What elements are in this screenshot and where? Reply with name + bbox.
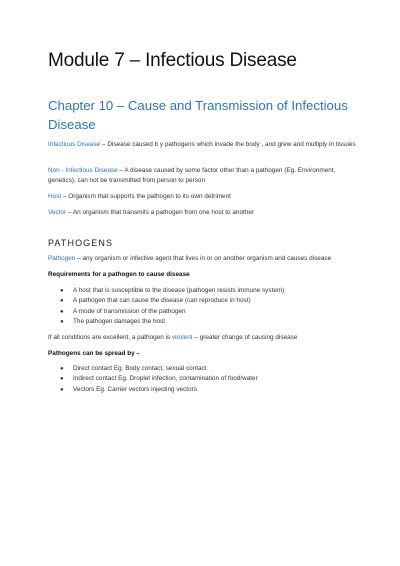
definition-vector <box>48 208 360 218</box>
definition-host <box>48 192 360 202</box>
bullet-icon: ● <box>60 298 64 305</box>
definition-text: – Organism that supports the pathogen to its own detriment <box>61 193 231 200</box>
list-item <box>60 286 284 296</box>
list-item <box>60 307 284 317</box>
definition-pathogen <box>48 254 360 264</box>
list-item <box>60 364 258 374</box>
bullet-icon: ● <box>60 386 64 393</box>
list-item <box>60 296 284 306</box>
spread-heading: Pathogens can be spread by – <box>48 350 140 357</box>
virulent-term: virulent <box>171 334 193 341</box>
definition-text: – An organism that transmits a pathogen from one host to another <box>66 209 255 216</box>
bullet-icon: ● <box>60 318 64 325</box>
bullet-icon: ● <box>60 366 64 372</box>
spread-list <box>60 364 258 395</box>
requirements-list <box>60 286 284 327</box>
bullet-icon: ● <box>60 308 64 315</box>
list-item-text: A host that is susceptible to the disease (pathogen resists immune system) <box>73 287 285 294</box>
list-item-text: Vectors Eg. Carrier vectors injecting vectors <box>73 385 197 393</box>
definition-term: Host <box>48 193 62 200</box>
list-item <box>60 385 258 395</box>
module-title: Module 7 – Infectious Disease <box>48 50 297 71</box>
list-item-text: Indirect contact Eg. Droplet infection, contamination of food/water <box>73 375 258 383</box>
bullet-icon: ● <box>60 288 64 294</box>
definition-term: Pathogen <box>48 255 76 262</box>
definition-term: Vector <box>48 209 67 216</box>
definition-non-infectious-disease <box>48 166 360 185</box>
list-item-text: The pathogen damages the host <box>73 317 166 325</box>
virulent-text-after: – greater change of causing disease <box>192 334 298 341</box>
section-heading-pathogens: PATHOGENS <box>48 238 114 248</box>
list-item-text: A mode of transmission of the pathogen <box>73 307 186 315</box>
list-item <box>60 374 258 384</box>
definition-infectious-disease <box>48 140 360 150</box>
virulent-text-before: If all conditions are excellent, a pathogen is <box>48 334 172 341</box>
list-item-text: A pathogen that can cause the disease (can reproduce in host) <box>73 297 251 305</box>
definition-text: – Disease caused b y pathogens which invade the body , and grew and multiply in tissues <box>100 141 356 148</box>
definition-text: – A disease caused by some factor other than a pathogen (Eg. Environment, genetics), can not be transmitted from person to person <box>48 167 336 184</box>
definition-term: Non - Infectious Disease <box>48 167 118 174</box>
definition-term: Infectious Disease <box>48 141 101 148</box>
definition-text: – any organism or infective agent that lives in or on another organism and causes disease <box>75 255 332 262</box>
list-item <box>60 317 284 327</box>
bullet-icon: ● <box>60 376 64 383</box>
chapter-title: Chapter 10 – Cause and Transmission of Infectious Disease <box>48 98 348 132</box>
requirements-heading: Requirements for a pathogen to cause disease <box>48 271 190 278</box>
virulent-note <box>48 333 360 343</box>
list-item-text: Direct contact Eg. Body contact, sexual contact <box>73 365 207 372</box>
